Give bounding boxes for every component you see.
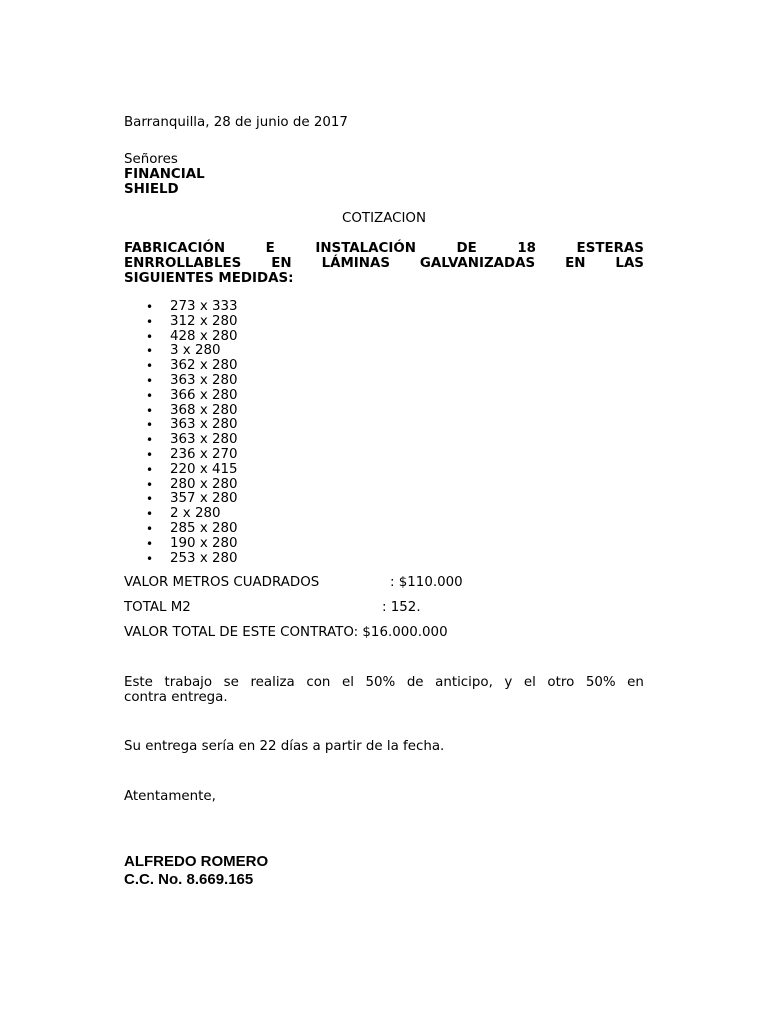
total-m2-row [124, 600, 421, 615]
description-line2-word: EN [271, 256, 292, 271]
place-date: Barranquilla, 28 de junio de 2017 [124, 115, 348, 130]
description-line1-word: FABRICACIÓN [124, 241, 226, 256]
description-line1-word: E [265, 241, 275, 256]
measurement-item: • 280 x 280 [124, 478, 238, 493]
signature-id: C.C. No. 8.669.165 [124, 871, 254, 888]
payment-line1-word: de [406, 675, 424, 690]
measurement-item: • 220 x 415 [124, 463, 238, 478]
measurement-item: • 253 x 280 [124, 552, 238, 567]
measurement-item: • 363 x 280 [124, 433, 238, 448]
description-line3: SIGUIENTES MEDIDAS: [124, 271, 294, 286]
measurement-item: • 368 x 280 [124, 404, 238, 419]
description-line2-word: LAS [615, 256, 644, 271]
description-line2-word: EN [565, 256, 586, 271]
description-line1 [124, 241, 644, 256]
measurement-item: • 236 x 270 [124, 448, 238, 463]
payment-line1-word: Este [124, 675, 153, 690]
total-m2-value: : 152. [382, 600, 421, 615]
valor-m2-value: : $110.000 [390, 575, 463, 590]
payment-line1-word: el [523, 675, 536, 690]
description-line2-word: LÁMINAS [321, 256, 390, 271]
valor-total-label: VALOR TOTAL DE ESTE CONTRATO: [124, 625, 359, 640]
signature-name: ALFREDO ROMERO [124, 853, 269, 870]
measurement-item: • 366 x 280 [124, 389, 238, 404]
payment-line1-word: 50% [365, 675, 396, 690]
payment-line1-word: realiza [250, 675, 295, 690]
measurement-item: • 3 x 280 [124, 344, 238, 359]
measurement-item: • 285 x 280 [124, 522, 238, 537]
payment-line2: contra entrega. [124, 690, 228, 705]
measurement-item: • 357 x 280 [124, 492, 238, 507]
measurement-item: • 363 x 280 [124, 418, 238, 433]
payment-line1 [124, 675, 644, 690]
description-line1-word: ESTERAS [576, 241, 644, 256]
description-line2 [124, 256, 644, 271]
valor-m2-label: VALOR METROS CUADRADOS [124, 575, 320, 590]
measurement-item: • 273 x 333 [124, 300, 238, 315]
measurement-item: • 2 x 280 [124, 507, 238, 522]
measurement-item: • 362 x 280 [124, 359, 238, 374]
payment-line1-word: el [341, 675, 354, 690]
valor-m2-row [124, 575, 463, 590]
description-line2-word: GALVANIZADAS [419, 256, 536, 271]
payment-line1-word: trabajo [164, 675, 213, 690]
measurement-item: • 312 x 280 [124, 315, 238, 330]
closing-text: Atentamente, [124, 789, 216, 804]
payment-line1-word: 50% [585, 675, 616, 690]
description-line2-word: ENRROLLABLES [124, 256, 242, 271]
company-name-line1: FINANCIAL [124, 167, 205, 182]
description-line1-word: 18 [517, 241, 536, 256]
total-m2-label: TOTAL M2 [124, 600, 191, 615]
payment-line1-word: se [223, 675, 239, 690]
payment-line1-word: en [627, 675, 644, 690]
measurement-item: • 190 x 280 [124, 537, 238, 552]
payment-line1-word: y [504, 675, 513, 690]
document-title: COTIZACION [342, 211, 426, 226]
measurement-item: • 428 x 280 [124, 330, 238, 345]
valor-total-row [124, 625, 448, 640]
salutation: Señores [124, 152, 178, 167]
description-line1-word: DE [456, 241, 477, 256]
delivery-text: Su entrega sería en 22 días a partir de la fecha. [124, 739, 445, 754]
measurements-list [124, 300, 238, 566]
company-name-line2: SHIELD [124, 182, 179, 197]
payment-line1-word: con [306, 675, 331, 690]
payment-line1-word: anticipo, [435, 675, 493, 690]
valor-total-value: $16.000.000 [362, 625, 448, 640]
measurement-item: • 363 x 280 [124, 374, 238, 389]
description-line1-word: INSTALACIÓN [315, 241, 416, 256]
payment-line1-word: otro [547, 675, 575, 690]
